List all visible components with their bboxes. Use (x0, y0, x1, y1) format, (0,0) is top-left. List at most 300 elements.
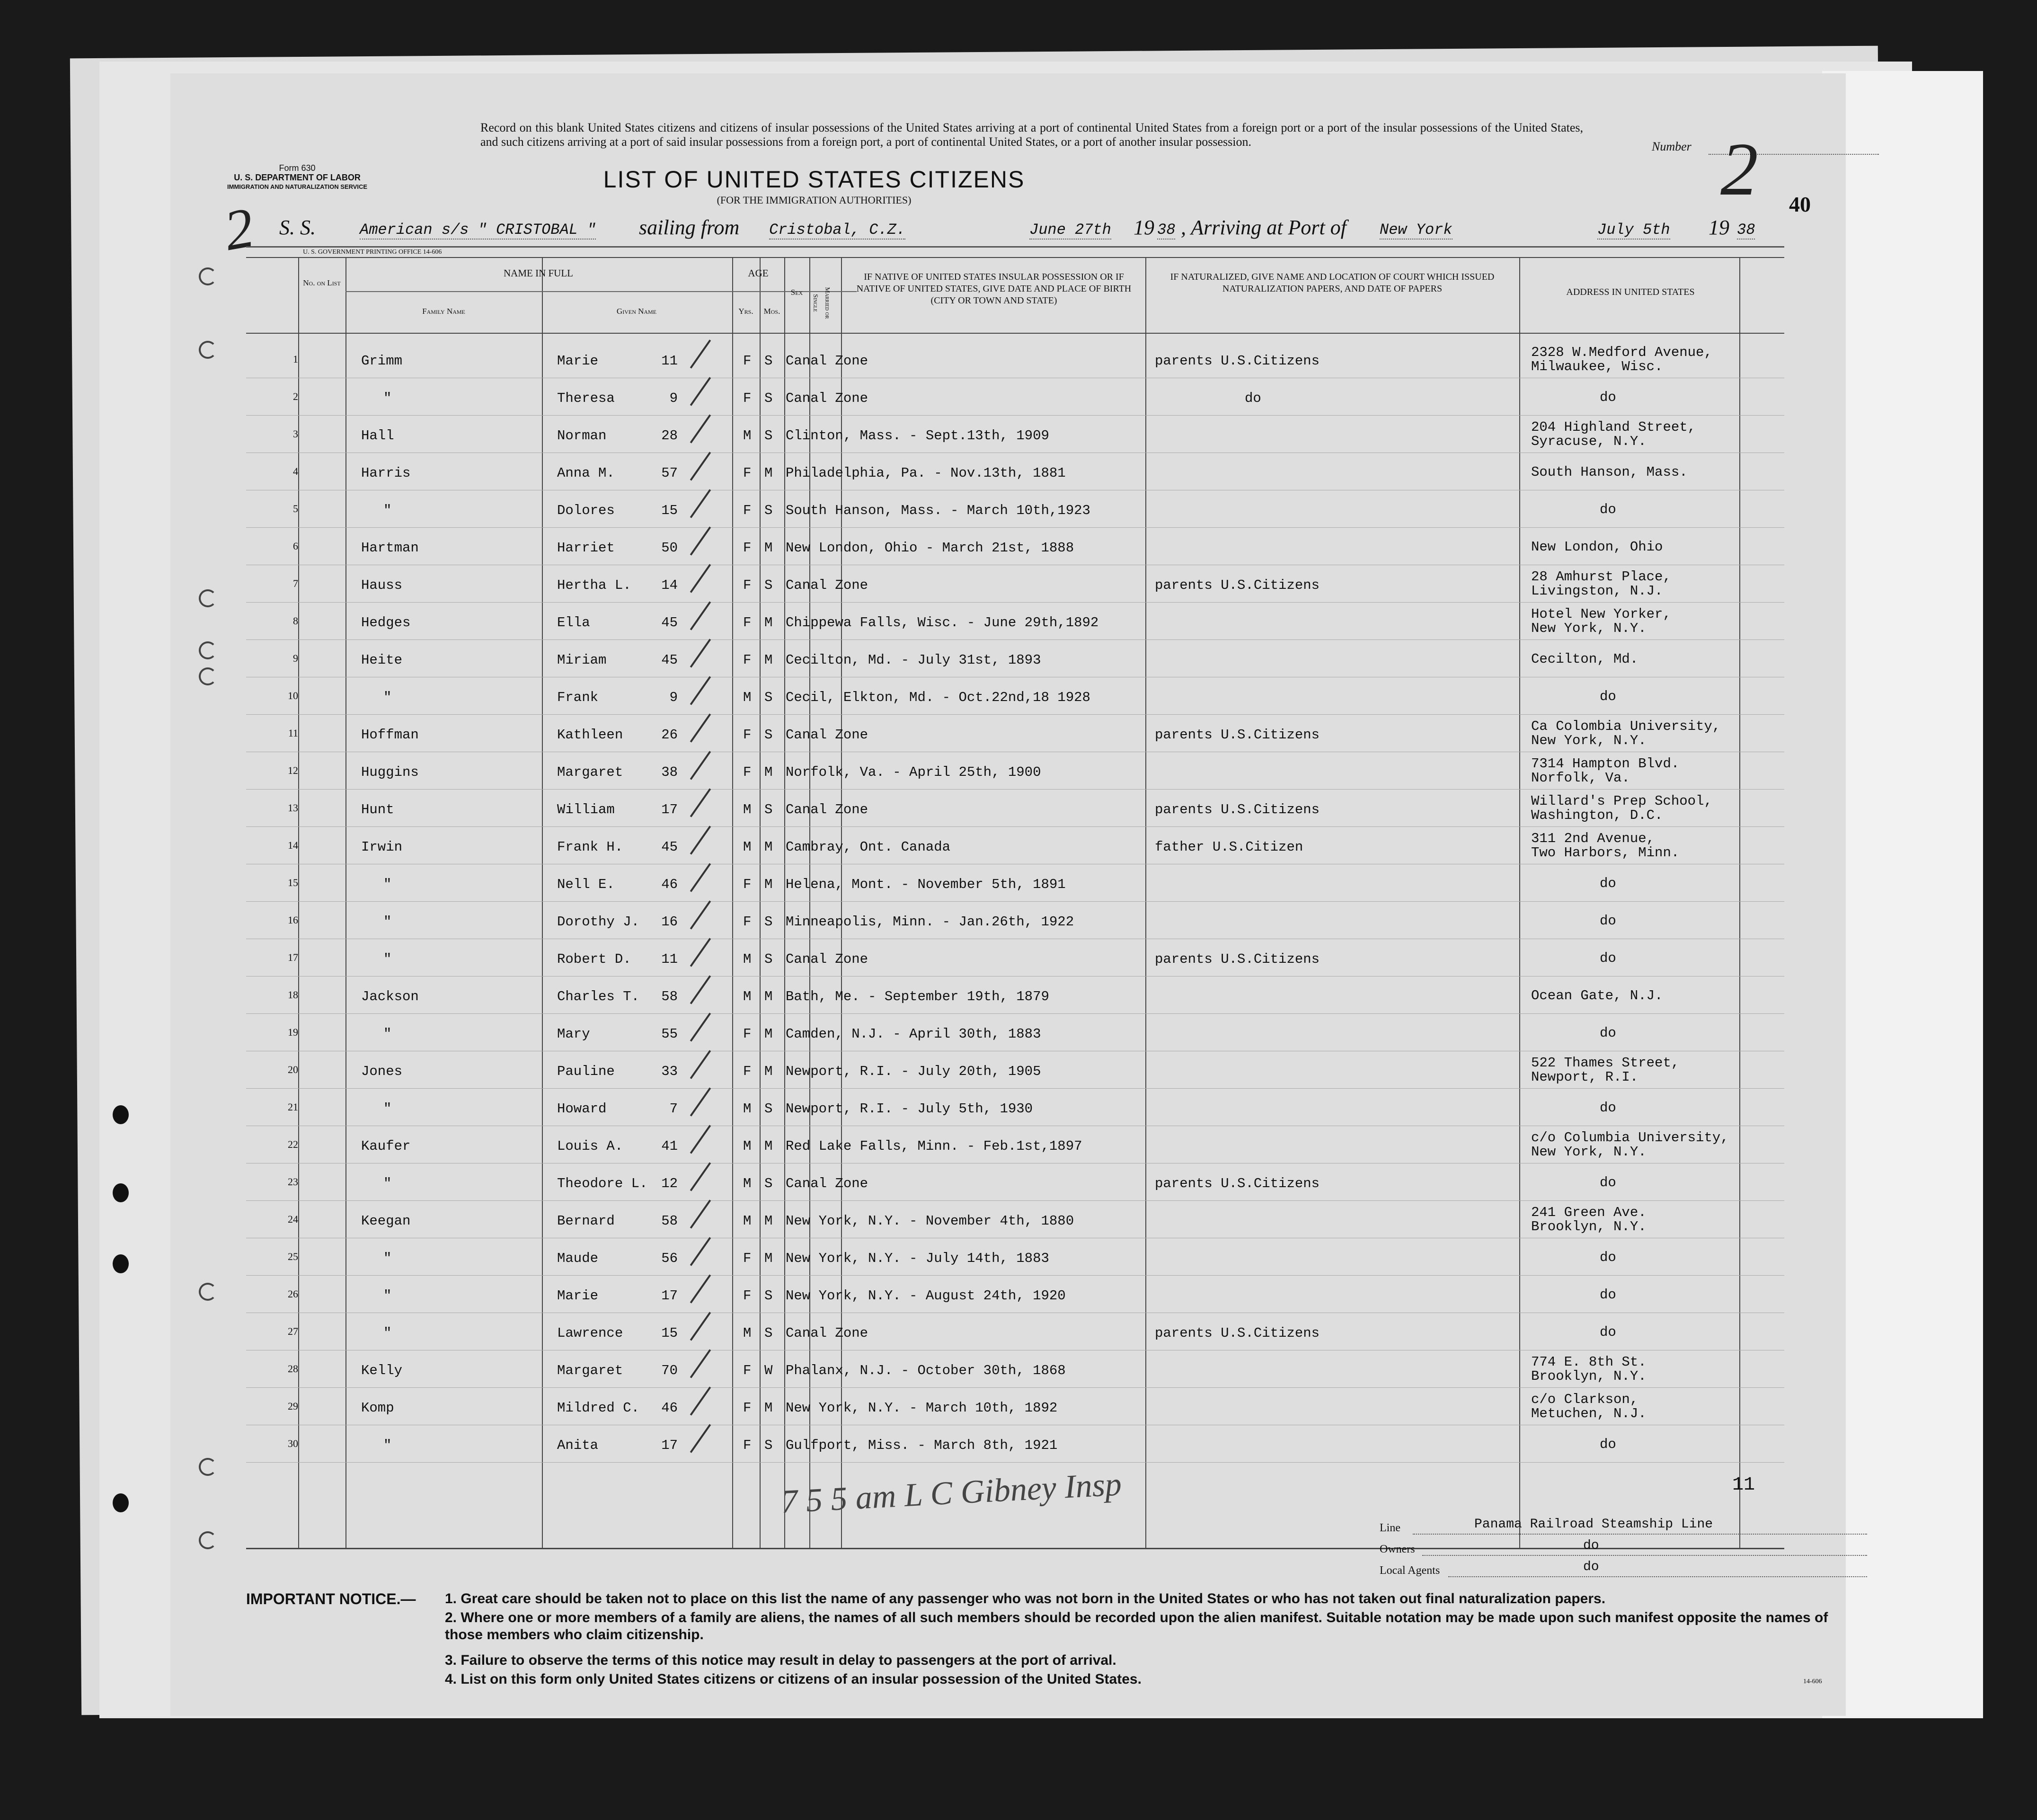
given-name: Norman (557, 428, 607, 444)
birth-place: Canal Zone (786, 802, 868, 817)
family-name: " (383, 503, 392, 518)
check-mark-icon (690, 489, 711, 518)
steamship-line: Panama Railroad Steamship Line (1474, 1517, 1713, 1532)
header-years: Yrs. (738, 307, 753, 316)
year-to: 38 (1737, 221, 1755, 239)
given-name: Kathleen (557, 727, 623, 743)
address-line-1: do (1600, 502, 1616, 517)
check-mark-icon (690, 1349, 711, 1378)
address (1600, 391, 1616, 405)
age-years: 15 (661, 503, 678, 518)
header-months: Mos. (763, 307, 780, 316)
header-birth-place: IF NATIVE OF UNITED STATES INSULAR POSSESSION OR IF NATIVE OF UNITED STATES, GIVE DATE AND PLACE OF BIRTH (CITY OR TOWN AND STATE) (856, 272, 1132, 306)
address-line-2: Norfolk, Va. (1531, 770, 1630, 786)
given-name: Nell E. (557, 877, 615, 892)
manifest-row (246, 416, 1784, 453)
punch-hole (113, 1105, 129, 1124)
address (1600, 1176, 1616, 1190)
notice-item-3: 3. Failure to observe the terms of this notice may result in delay to passengers at the port of arrival. (445, 1652, 1116, 1668)
birth-place: Newport, R.I. - July 5th, 1930 (786, 1101, 1033, 1117)
family-name: Heite (361, 652, 403, 668)
address-line-2: New York, N.Y. (1531, 621, 1647, 636)
row-number: 5 (293, 503, 298, 515)
manifest-row (246, 1238, 1784, 1276)
check-mark-icon (690, 339, 711, 368)
header-address: ADDRESS IN UNITED STATES (1566, 287, 1695, 297)
address-line-1: do (1600, 913, 1616, 929)
birth-place: Norfolk, Va. - April 25th, 1900 (786, 764, 1041, 780)
address-line-1: do (1600, 1175, 1616, 1190)
row-number: 6 (293, 540, 298, 552)
sex: M (743, 802, 752, 817)
age-years: 14 (661, 577, 678, 593)
check-mark-icon (690, 1312, 711, 1341)
family-name: Keegan (361, 1213, 411, 1229)
year-from: 38 (1157, 221, 1176, 239)
age-years: 41 (661, 1138, 678, 1154)
marital-status: M (764, 1138, 773, 1154)
row-number: 16 (288, 914, 298, 926)
row-number: 12 (288, 764, 298, 776)
address (1531, 757, 1679, 785)
manifest-row (246, 1163, 1784, 1201)
given-name: Charles T. (557, 989, 640, 1004)
notice-heading: IMPORTANT NOTICE.— (246, 1590, 416, 1607)
family-name: Hall (361, 428, 394, 444)
manifest-row (246, 1014, 1784, 1051)
naturalization: parents U.S.Citizens (1155, 577, 1320, 593)
given-name: Margaret (557, 1363, 623, 1378)
address-line-1: Ca Colombia University, (1531, 719, 1721, 734)
row-number: 28 (288, 1363, 298, 1375)
check-mark-icon (690, 863, 711, 892)
naturalization: parents U.S.Citizens (1155, 802, 1320, 817)
marital-status: S (764, 690, 773, 705)
family-name: " (383, 1325, 392, 1341)
row-number: 8 (293, 615, 298, 627)
given-name: Bernard (557, 1213, 615, 1229)
sex: M (743, 951, 752, 967)
birth-place: New York, N.Y. - August 24th, 1920 (786, 1288, 1066, 1304)
address-line-2: Brooklyn, N.Y. (1531, 1368, 1647, 1384)
birth-place: Helena, Mont. - November 5th, 1891 (786, 877, 1066, 892)
address-line-1: 522 Thames Street, (1531, 1055, 1680, 1071)
row-number: 9 (293, 652, 298, 664)
given-name: Lawrence (557, 1325, 623, 1341)
family-name: Hedges (361, 615, 411, 630)
address (1600, 690, 1616, 704)
given-name: Harriet (557, 540, 615, 556)
manifest-row (246, 1089, 1784, 1126)
sex: F (743, 1438, 752, 1453)
address-line-2: Washington, D.C. (1531, 808, 1663, 823)
naturalization: father U.S.Citizen (1155, 839, 1303, 855)
address-line-1: 2328 W.Medford Avenue, (1531, 345, 1712, 360)
address-line-2: Two Harbors, Minn. (1531, 845, 1680, 861)
sex: M (743, 1138, 752, 1154)
punch-hole (113, 1183, 129, 1202)
age-years: 17 (661, 1288, 678, 1304)
address (1600, 1438, 1616, 1452)
address (1600, 1026, 1616, 1040)
sex: F (743, 1363, 752, 1378)
check-mark-icon (690, 676, 711, 705)
arrival-date: July 5th (1597, 221, 1670, 239)
age-years: 56 (661, 1251, 678, 1266)
given-name: Hertha L. (557, 577, 631, 593)
address-line-1: Willard's Prep School, (1531, 793, 1712, 809)
sex: M (743, 1101, 752, 1117)
manifest-row (246, 977, 1784, 1014)
family-name: Jones (361, 1064, 403, 1079)
age-years: 58 (661, 1213, 678, 1229)
check-mark-icon (690, 1050, 711, 1079)
given-name: Robert D. (557, 951, 631, 967)
family-name: Grimm (361, 353, 403, 369)
punch-hole (113, 1493, 129, 1512)
check-mark-icon (690, 1162, 711, 1191)
sex: M (743, 690, 752, 705)
family-name: " (383, 1251, 392, 1266)
address (1531, 1056, 1679, 1084)
row-number: 25 (288, 1251, 298, 1262)
family-name: Hartman (361, 540, 419, 556)
marital-status: S (764, 1325, 773, 1341)
age-years: 12 (661, 1176, 678, 1191)
manifest-row (246, 1201, 1784, 1238)
manifest-row (246, 827, 1784, 864)
manifest-row (246, 1126, 1784, 1163)
address-line-1: do (1600, 1437, 1616, 1452)
birth-place: Bath, Me. - September 19th, 1879 (786, 989, 1049, 1004)
marital-status: S (764, 1438, 773, 1453)
address-line-1: c/o Columbia University, (1531, 1130, 1729, 1145)
manifest-row (246, 1388, 1784, 1425)
family-name: " (383, 391, 392, 406)
row-number: 10 (288, 690, 298, 701)
row-number: 17 (288, 951, 298, 963)
given-name: Marie (557, 353, 599, 369)
manifest-row (246, 603, 1784, 640)
header-married-single: Married or Single (812, 287, 831, 319)
sex: F (743, 1064, 752, 1079)
address-line-1: do (1600, 950, 1616, 966)
family-name: Hunt (361, 802, 394, 817)
sex: M (743, 428, 752, 444)
family-name: Irwin (361, 839, 403, 855)
birth-place: Phalanx, N.J. - October 30th, 1868 (786, 1363, 1066, 1378)
marital-status: S (764, 1101, 773, 1117)
marital-status: M (764, 1400, 773, 1416)
address (1600, 914, 1616, 928)
address-line-2: Syracuse, N.Y. (1531, 434, 1647, 449)
header-naturalization: IF NATURALIZED, GIVE NAME AND LOCATION OF COURT WHICH ISSUED NATURALIZATION PAPERS, AND DATE OF PAPERS (1170, 272, 1495, 294)
given-name: Ella (557, 615, 590, 630)
manifest-row (246, 939, 1784, 977)
address (1531, 607, 1671, 636)
birth-place: Canal Zone (786, 951, 868, 967)
given-name: Theresa (557, 391, 615, 406)
manifest-row (246, 341, 1784, 378)
address (1600, 1101, 1616, 1115)
sailing-label: sailing from (639, 216, 740, 239)
naturalization: parents U.S.Citizens (1155, 951, 1320, 967)
birth-place: Philadelphia, Pa. - Nov.13th, 1881 (786, 465, 1066, 481)
sex: F (743, 877, 752, 892)
manifest-row (246, 1425, 1784, 1463)
address-line-1: do (1600, 1100, 1616, 1116)
manifest-row (246, 864, 1784, 902)
line-fill (1413, 1534, 1867, 1535)
handwritten-mark: 2 (219, 195, 259, 263)
agents-fill (1448, 1576, 1867, 1577)
family-name: Harris (361, 465, 411, 481)
manifest-row (246, 1051, 1784, 1089)
family-name: " (383, 1101, 392, 1117)
birth-place: Canal Zone (786, 727, 868, 743)
manifest-table (246, 257, 1784, 1549)
row-number: 14 (288, 839, 298, 851)
address-line-2: New York, N.Y. (1531, 733, 1647, 748)
row-number: 19 (288, 1026, 298, 1038)
header-name-in-full: NAME IN FULL (504, 267, 573, 279)
marital-status: S (764, 951, 773, 967)
sex: M (743, 1213, 752, 1229)
check-mark-icon (690, 564, 711, 593)
address-line-1: South Hanson, Mass. (1531, 464, 1688, 480)
check-mark-icon (690, 938, 711, 967)
given-name: Miriam (557, 652, 607, 668)
row-number: 15 (288, 877, 298, 888)
birth-place: Canal Zone (786, 391, 868, 406)
birth-place: Camden, N.J. - April 30th, 1883 (786, 1026, 1041, 1042)
marital-status: M (764, 1213, 773, 1229)
printing-office-note: U. S. GOVERNMENT PRINTING OFFICE 14-606 (303, 249, 442, 256)
manifest-row (246, 1313, 1784, 1350)
check-mark-icon (690, 751, 711, 780)
birth-place: Canal Zone (786, 353, 868, 369)
notice-item-1: 1. Great care should be taken not to place on this list the name of any passenger who was not born in the United States or who has not taken out final naturalization papers. (445, 1591, 1606, 1607)
address (1531, 346, 1712, 374)
age-years: 17 (661, 802, 678, 817)
age-years: 55 (661, 1026, 678, 1042)
address (1531, 420, 1696, 449)
age-years: 11 (661, 951, 678, 967)
arrival-port: New York (1380, 221, 1452, 239)
birth-place: Gulfport, Miss. - March 8th, 1921 (786, 1438, 1058, 1453)
list-number: 2 (1720, 127, 1758, 211)
check-mark-icon (690, 713, 711, 742)
address-line-1: do (1600, 1025, 1616, 1041)
sex: F (743, 577, 752, 593)
family-name: Huggins (361, 764, 419, 780)
check-mark-icon (690, 639, 711, 667)
address-line-1: 311 2nd Avenue, (1531, 831, 1655, 846)
birth-place: Red Lake Falls, Minn. - Feb.1st,1897 (786, 1138, 1082, 1154)
marital-status: S (764, 391, 773, 406)
binding-ring (199, 641, 217, 659)
birth-place: Newport, R.I. - July 20th, 1905 (786, 1064, 1041, 1079)
header-no: No. on List (303, 278, 341, 287)
given-name: Mildred C. (557, 1400, 640, 1416)
manifest-row (246, 790, 1784, 827)
check-mark-icon (690, 975, 711, 1004)
given-name: Pauline (557, 1064, 615, 1079)
given-name: Frank (557, 690, 599, 705)
sex: F (743, 503, 752, 518)
sex: M (743, 989, 752, 1004)
marital-status: M (764, 1251, 773, 1266)
check-mark-icon (690, 452, 711, 480)
form-number: Form 630 (279, 163, 316, 173)
row-number: 1 (293, 353, 298, 365)
manifest-row (246, 752, 1784, 790)
header-age: AGE (748, 267, 769, 279)
binding-ring (199, 267, 217, 285)
age-years: 7 (669, 1101, 678, 1117)
header-given-name: Given Name (616, 307, 657, 316)
age-years: 45 (661, 839, 678, 855)
age-years: 9 (669, 690, 678, 705)
punch-hole (113, 1254, 129, 1273)
address-line-1: Cecilton, Md. (1531, 651, 1638, 667)
sex: F (743, 1400, 752, 1416)
address-line-1: 774 E. 8th St. (1531, 1354, 1647, 1370)
address (1600, 1251, 1616, 1265)
age-years: 70 (661, 1363, 678, 1378)
marital-status: M (764, 465, 773, 481)
sailing-date: June 27th (1029, 221, 1111, 239)
sex: F (743, 1026, 752, 1042)
row-number: 11 (288, 727, 298, 739)
check-mark-icon (690, 826, 711, 854)
sex: F (743, 540, 752, 556)
marital-status: M (764, 764, 773, 780)
address (1531, 652, 1638, 666)
address (1531, 989, 1663, 1003)
binding-ring (199, 667, 217, 685)
binding-ring (199, 1283, 217, 1301)
given-name: Anita (557, 1438, 599, 1453)
address (1531, 1393, 1647, 1421)
sex: F (743, 764, 752, 780)
marital-status: S (764, 353, 773, 369)
address-line-1: Hotel New Yorker, (1531, 606, 1671, 622)
check-mark-icon (690, 1237, 711, 1266)
binding-ring (199, 589, 217, 607)
check-mark-icon (690, 900, 711, 929)
marital-status: S (764, 503, 773, 518)
family-name: " (383, 1176, 392, 1191)
sex: F (743, 914, 752, 930)
marital-status: M (764, 839, 773, 855)
address-line-2: Milwaukee, Wisc. (1531, 359, 1663, 374)
address (1531, 570, 1671, 598)
given-name: Dolores (557, 503, 615, 518)
given-name: Louis A. (557, 1138, 623, 1154)
number-label: Number (1652, 140, 1692, 153)
age-years: 9 (669, 391, 678, 406)
ss-label: S. S. (279, 216, 316, 239)
address (1531, 465, 1688, 479)
naturalization: do (1245, 391, 1261, 406)
department-name: U. S. DEPARTMENT OF LABOR (234, 173, 361, 182)
binding-ring (199, 341, 217, 359)
naturalization: parents U.S.Citizens (1155, 727, 1320, 743)
family-name: " (383, 877, 392, 892)
sex: M (743, 1325, 752, 1341)
address-line-1: do (1600, 1287, 1616, 1303)
address (1600, 877, 1616, 891)
marital-status: M (764, 1064, 773, 1079)
age-years: 58 (661, 989, 678, 1004)
row-number: 13 (288, 802, 298, 814)
row-number: 4 (293, 465, 298, 477)
sex: F (743, 652, 752, 668)
row-number: 22 (288, 1138, 298, 1150)
header-sex: Sex (790, 288, 803, 297)
marital-status: S (764, 577, 773, 593)
row-number: 23 (288, 1176, 298, 1188)
sex: M (743, 1176, 752, 1191)
row-number: 3 (293, 428, 298, 440)
age-years: 16 (661, 914, 678, 930)
marital-status: S (764, 1288, 773, 1304)
address-line-1: c/o Clarkson, (1531, 1392, 1638, 1407)
address-line-1: do (1600, 689, 1616, 704)
birth-place: Cecil, Elkton, Md. - Oct.22nd,18 1928 (786, 690, 1090, 705)
given-name: Frank H. (557, 839, 623, 855)
document-subtitle: (FOR THE IMMIGRATION AUTHORITIES) (717, 194, 912, 206)
owners-value: do (1583, 1538, 1599, 1553)
sex: F (743, 353, 752, 369)
birth-place: New York, N.Y. - July 14th, 1883 (786, 1251, 1049, 1266)
birth-place: Canal Zone (786, 577, 868, 593)
check-mark-icon (690, 1125, 711, 1154)
age-years: 57 (661, 465, 678, 481)
check-mark-icon (690, 1386, 711, 1415)
row-number: 7 (293, 577, 298, 589)
naturalization: parents U.S.Citizens (1155, 353, 1320, 369)
check-mark-icon (690, 788, 711, 817)
owners-fill (1422, 1555, 1867, 1556)
age-years: 38 (661, 764, 678, 780)
background-sheet-right (1822, 71, 1983, 1718)
address-line-1: do (1600, 876, 1616, 891)
manifest-row (246, 1350, 1784, 1388)
given-name: Dorothy J. (557, 914, 640, 930)
naturalization: parents U.S.Citizens (1155, 1325, 1320, 1341)
marital-status: W (764, 1363, 773, 1378)
check-mark-icon (690, 1012, 711, 1041)
check-mark-icon (690, 1199, 711, 1228)
address (1531, 1206, 1647, 1234)
marital-status: M (764, 989, 773, 1004)
address-line-1: 241 Green Ave. (1531, 1205, 1647, 1220)
notice-item-4: 4. List on this form only United States citizens or citizens of an insular possession of the United States. (445, 1671, 1142, 1687)
family-name: " (383, 951, 392, 967)
header-family-name: Family Name (422, 307, 465, 316)
sex: F (743, 1251, 752, 1266)
birth-place: New York, N.Y. - November 4th, 1880 (786, 1213, 1074, 1229)
address (1531, 794, 1712, 823)
address-line-2: Metuchen, N.J. (1531, 1406, 1647, 1421)
marital-status: S (764, 727, 773, 743)
birth-place: New York, N.Y. - March 10th, 1892 (786, 1400, 1058, 1416)
address-line-2: Newport, R.I. (1531, 1069, 1638, 1085)
birth-place: Cecilton, Md. - July 31st, 1893 (786, 652, 1041, 668)
divider (246, 246, 1784, 248)
